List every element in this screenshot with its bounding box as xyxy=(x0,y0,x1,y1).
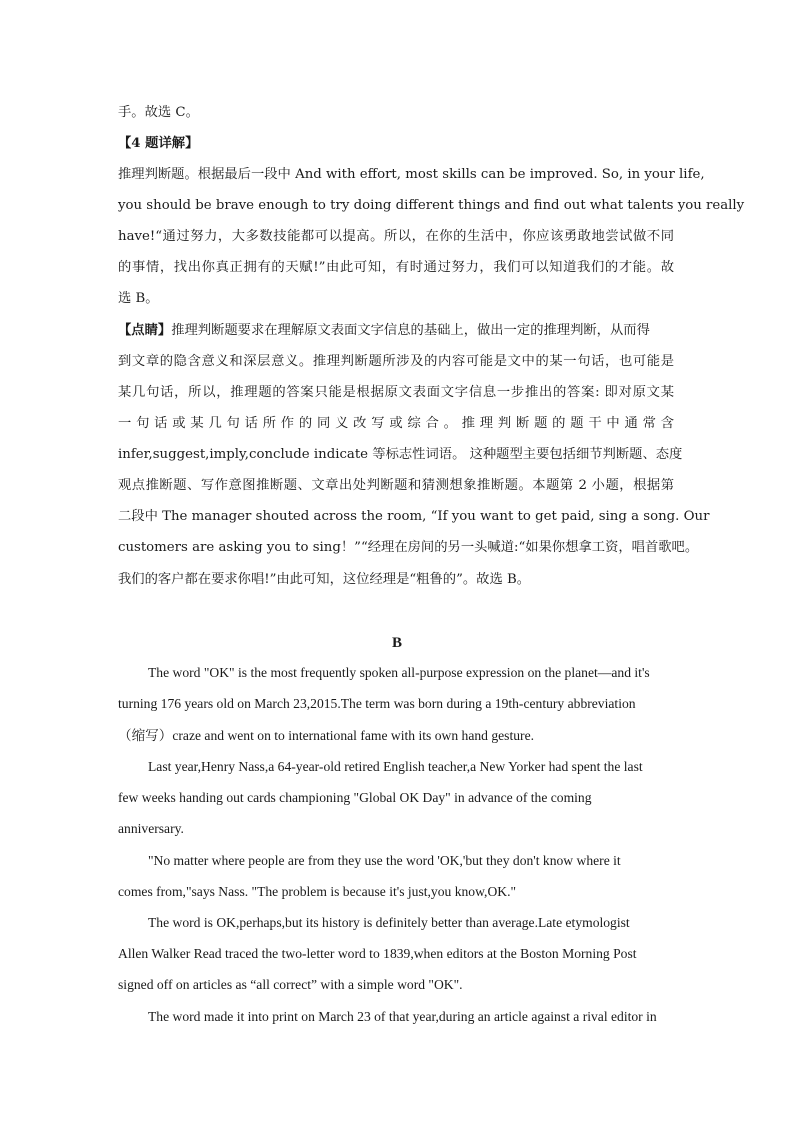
tip-line: customers are asking you to sing！”“经理在房间的另一头喊道:“如果你想拿工资，唱首歌吧。 xyxy=(118,540,699,555)
passage-line: "No matter where people are from they use the word 'OK,'but they don't know where it xyxy=(148,853,621,868)
tip-label: 【点睛】 xyxy=(118,323,172,338)
tip-line: 到文章的隐含意义和深层意义。推理判断题所涉及的内容可能是文中的某一句话，也可能是 xyxy=(118,354,674,369)
q4-explanation-line: you should be brave enough to try doing different things and find out what talents you really xyxy=(118,198,745,213)
tip-first-text: 推理判断题要求在理解原文表面文字信息的基础上，做出一定的推理判断，从而得 xyxy=(171,323,650,338)
q4-explanation-line: 推理判断题。根据最后一段中 And with effort, most skills can be improved. So, in your life, xyxy=(118,167,705,182)
q4-explanation-line: 的事情，找出你真正拥有的天赋!”由此可知，有时通过努力，我们可以知道我们的才能。故 xyxy=(118,260,674,275)
passage-line: （缩写）craze and went on to international fame with its own hand gesture. xyxy=(118,728,535,743)
tip-line: 一句话或某几句话所作的同义改写或综合。推理判断题的题干中通常含 xyxy=(118,416,674,431)
passage-line: The word "OK" is the most frequently spoken all-purpose expression on the planet—and it's xyxy=(148,665,650,680)
passage-line: Last year,Henry Nass,a 64-year-old retired English teacher,a New Yorker had spent the last xyxy=(148,759,643,774)
tip-line: 二段中 The manager shouted across the room, “If you want to get paid, sing a song. Our xyxy=(118,509,710,524)
q3-answer-tail: 手。故选 C。 xyxy=(118,105,199,120)
q4-heading: 【4 题详解】 xyxy=(118,136,199,151)
passage-line: signed off on articles as “all correct” with a simple word "OK". xyxy=(118,977,463,992)
passage-line: The word made it into print on March 23 of that year,during an article against a rival editor in xyxy=(148,1009,657,1024)
q4-explanation-line: have!“通过努力，大多数技能都可以提高。所以，在你的生活中，你应该勇敢地尝试做不同 xyxy=(118,229,674,244)
passage-letter: B xyxy=(391,635,402,651)
tip-line: 观点推断题、写作意图推断题、文章出处判断题和猜测想象推断题。本题第 2 小题，根据第 xyxy=(118,478,674,493)
passage-line: comes from,"says Nass. "The problem is because it's just,you know,OK." xyxy=(118,884,517,899)
passage-line: turning 176 years old on March 23,2015.The term was born during a 19th-century abbreviation xyxy=(118,696,636,711)
tip-first-line xyxy=(118,321,674,341)
q4-explanation-line: 选 B。 xyxy=(118,291,159,306)
passage-line: anniversary. xyxy=(118,821,184,836)
passage-line: The word is OK,perhaps,but its history is definitely better than average.Late etymologist xyxy=(148,915,630,930)
tip-line: 某几句话，所以，推理题的答案只能是根据原文表面文字信息一步推出的答案: 即对原文某 xyxy=(118,385,674,400)
passage-line: few weeks handing out cards championing "Global OK Day" in advance of the coming xyxy=(118,790,592,805)
passage-line: Allen Walker Read traced the two-letter word to 1839,when editors at the Boston Morning Post xyxy=(118,946,637,961)
tip-line: 我们的客户都在要求你唱!”由此可知，这位经理是“粗鲁的”。故选 B。 xyxy=(118,572,531,587)
tip-line: infer,suggest,imply,conclude indicate 等标志性词语。 这种题型主要包括细节判断题、态度 xyxy=(118,447,683,462)
